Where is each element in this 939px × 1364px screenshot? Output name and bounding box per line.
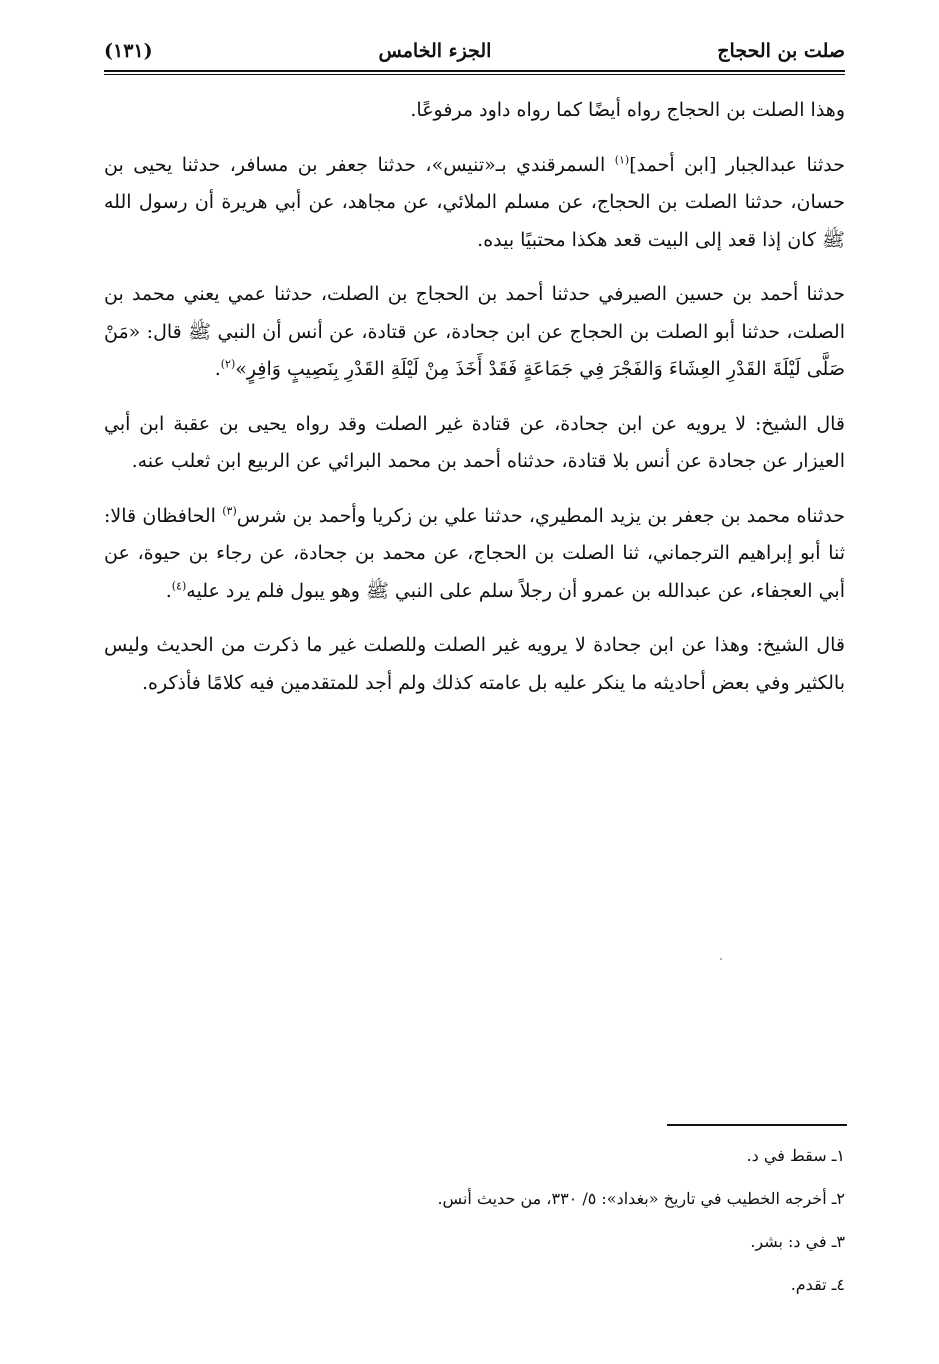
paragraph-text: حدثنا عبدالجبار [ابن أحمد] (629, 153, 845, 176)
paragraph-6 (104, 627, 845, 702)
footnote-ref-3: (٣) (222, 504, 237, 518)
footnote-1: ١ـ سقط في د. (746, 1146, 845, 1165)
paragraph-text: قال الشيخ: لا يرويه عن ابن جحادة، عن قتادة غير الصلت وقد رواه يحيى بن عقبة ابن أبي العيزار عن جحادة عن أنس بلا قتادة، حدثناه أحمد بن محمد البرائي عن الربيع ابن ثعلب عنه. (104, 412, 845, 472)
main-text (104, 92, 845, 719)
footnote-ref-1: (١) (614, 153, 630, 167)
footnote-4: ٤ـ تقدم. (790, 1275, 845, 1294)
running-title: صلت بن الحجاج (717, 40, 845, 62)
footnote-separator (667, 1124, 847, 1126)
page-number: (١٣١) (104, 40, 153, 62)
paragraph-text: حدثنا أحمد بن حسين الصيرفي حدثنا أحمد بن الحجاج بن الصلت، حدثنا عمي يعني محمد بن الصلت، حدثنا أبو الصلت بن الحجاج عن ابن جحادة، عن قتادة، عن أنس أن النبي ﷺ قال: «مَنْ صَلَّى لَيْلَةَ القَدْرِ العِشَاءَ وَالفَجْرَ فِي جَمَاعَةٍ فَقَدْ أَخَذَ مِنْ لَيْلَةِ القَدْرِ بِنَصِيبٍ وَافِرٍ» (104, 283, 845, 380)
footnote-ref-2: (٢) (220, 357, 236, 371)
paragraph-3 (104, 276, 845, 389)
footnote-3: ٣ـ في د: بشر. (750, 1232, 845, 1251)
paragraph-2 (104, 147, 845, 260)
page-header (104, 34, 845, 68)
paragraph-text: وهذا الصلت بن الحجاج رواه أيضًا كما رواه داود مرفوعًا. (410, 99, 845, 121)
part-title: الجزء الخامس (378, 40, 492, 62)
paragraph-5 (104, 498, 845, 611)
footnotes (104, 1134, 845, 1306)
paragraph-text: حدثناه محمد بن جعفر بن يزيد المطيري، حدثنا علي بن زكريا وأحمد بن شرس (236, 504, 845, 527)
paragraph-text: قال الشيخ: وهذا عن ابن جحادة لا يرويه غير الصلت وللصلت غير ما ذكرت من الحديث وليس بالكثير وفي بعض أحاديثه ما ينكر عليه بل عامته كذلك ولم أجد للمتقدمين فيه كلامًا فأذكره. (104, 634, 845, 694)
paragraph-1 (104, 92, 845, 130)
paragraph-text: . (214, 358, 221, 380)
scan-speck (720, 958, 722, 960)
header-rule (104, 70, 845, 75)
paragraph-4 (104, 406, 845, 481)
paragraph-text: السمرقندي بـ«تنيس»، حدثنا جعفر بن مسافر، حدثنا يحيى بن حسان، حدثنا الصلت بن الحجاج، عن مسلم الملائي، عن مجاهد، عن أبي هريرة أن رسول الله ﷺ كان إذا قعد إلى البيت قعد هكذا محتبيًا بيده. (104, 153, 845, 251)
paragraph-text: الحافظان قالا: ثنا أبو إبراهيم الترجماني، ثنا الصلت بن الحجاج، عن محمد بن جحادة، عن رجاء بن حيوة، عن أبي العجفاء، عن عبدالله بن عمرو أن رجلاً سلم على النبي ﷺ وهو يبول فلم يرد عليه (104, 504, 845, 602)
footnote-2: ٢ـ أخرجه الخطيب في تاريخ «بغداد»: ٥/ ٣٣٠، من حديث أنس. (437, 1189, 845, 1208)
footnote-ref-4: (٤) (171, 579, 187, 593)
paragraph-text: . (165, 579, 172, 602)
